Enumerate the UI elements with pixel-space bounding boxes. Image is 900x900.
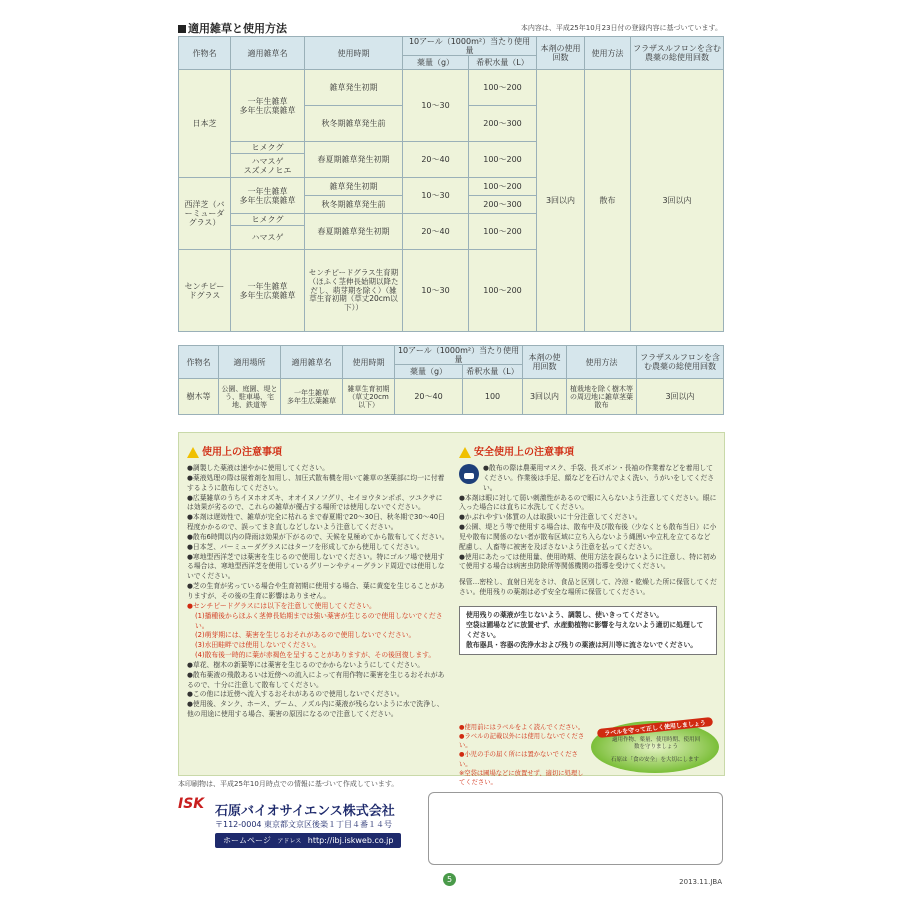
label-compliance-badge: ラベルを守って正しく使用しましょう 適用作物、薬量、使用時期、使用回数を守りましょう 石原は「食の安全」を大切にします	[591, 721, 719, 773]
mask-icon	[459, 464, 479, 484]
cell-dose: 20～40	[403, 214, 469, 250]
cell-weed: ヒメクグ	[231, 142, 305, 154]
caution-item: ●薬液処理の際は展着剤を加用し、加圧式散布機を用いて雑草の茎葉部に均一に付着するように散布してください。	[187, 473, 445, 492]
cell-method: 植栽地を除く樹木等の周辺地に雑草茎葉散布	[567, 379, 637, 415]
safety-item: ●使用にあたっては使用量、使用時期、使用方法を誤らないように注意し、特に初めて使用する場合は病害虫防除所等関係機関の指導を受けてください。	[459, 552, 717, 571]
caution-item: ●散布薬液の飛散あるいは近傍への流入によって有用作物に薬害を生じるおそれがあるので、十分に注意して散布してください。	[187, 670, 445, 689]
cell-dose: 10～30	[403, 250, 469, 332]
safety-item: ●公園、堤とう等で使用する場合は、散布中及び散布後（少なくとも散布当日）に小児や散布に関係のない者が散布区域に立ち入らないよう縄囲いや立札を立てるなど配慮し、人畜等に被害を及ぼさないよう注意を払ってください。	[459, 523, 717, 551]
cautions-list	[187, 464, 449, 720]
cell-total: 3回以内	[637, 379, 724, 415]
safety-list	[459, 464, 717, 598]
application-table-trees	[178, 345, 724, 415]
cell-water: 100～200	[469, 250, 537, 332]
cell-weed: 一年生雑草 多年生広葉雑草	[231, 178, 305, 214]
safety-item-mask: ●散布の際は農薬用マスク、手袋、長ズボン・長袖の作業着などを着用してください。作業後は手足、顔などを石けんでよく洗い、うがいをしてください。	[459, 464, 717, 494]
dealer-stamp-box	[428, 792, 723, 865]
th-crop: 作物名	[179, 37, 231, 70]
cell-timing: 雑草発生初期	[305, 178, 403, 196]
cell-water: 200～300	[469, 106, 537, 142]
th-usage: 10アール（1000m²）当たり使用量	[403, 37, 537, 56]
th-total: フラザスルフロンを含む農薬の総使用回数	[631, 37, 724, 70]
th-weed: 適用雑草名	[281, 346, 343, 379]
caution-item-red: (2)萌芽期には、薬害を生じるおそれがあるので使用しないでください。	[195, 631, 416, 640]
cell-total: 3回以内	[631, 70, 724, 332]
cell-water: 100	[463, 379, 523, 415]
caution-item-red: (4)散布後一時的に葉が赤褐色を呈することがありますが、その後回復します。	[195, 651, 436, 660]
cell-timing: 雑草発生初期	[305, 70, 403, 106]
page-number: 5	[443, 873, 456, 886]
cell-dose: 10～30	[403, 70, 469, 142]
cell-dose: 20～40	[403, 142, 469, 178]
safety-item: ●かぶれやすい体質の人は取扱いに十分注意してください。	[459, 513, 642, 522]
th-timing: 使用時期	[305, 37, 403, 70]
th-method: 使用方法	[585, 37, 631, 70]
cell-water: 100～200	[469, 70, 537, 106]
cell-water: 100～200	[469, 178, 537, 196]
caution-item: ●この他には近傍へ流入するおそれがあるので使用しないでください。	[187, 690, 404, 699]
cell-water: 200～300	[469, 196, 537, 214]
th-crop: 作物名	[179, 346, 219, 379]
caution-item: ●日本芝、バーミューダグラスにはターフを形成してから使用してください。	[187, 542, 424, 551]
caution-item: ●広葉雑草のうちイヌホオズキ、オオイヌノフグリ、セイヨウタンポポ、ツユクサには効果が劣るので、これらの雑草が優占する場所では使用しないでください。	[187, 493, 443, 512]
cell-timing: 春夏期雑草発生初期	[305, 214, 403, 250]
warning-icon	[187, 447, 199, 458]
cell-water: 100～200	[469, 214, 537, 250]
application-table-turf	[178, 36, 724, 332]
cell-dose: 20～40	[395, 379, 463, 415]
safety-title: 安全使用上の注意事項	[474, 447, 574, 458]
cell-crop-seiyoshiba: 西洋芝（バーミューダグラス）	[179, 178, 231, 250]
document-code: 2013.11.JBA	[679, 878, 722, 886]
caution-item: ●寒地型西洋芝では薬害を生じるので使用しないでください。特にゴルフ場で使用する場合は、寒地型西洋芝を使用しているグリーンやティーグランド周辺では使用しないでください。	[187, 552, 445, 581]
caution-item: ●草花、樹木の新葉等には薬害を生じるのでかからないようにしてください。	[187, 660, 425, 669]
cell-crop: 樹木等	[179, 379, 219, 415]
th-count: 本剤の使用回数	[537, 37, 585, 70]
cell-method: 散布	[585, 70, 631, 332]
cell-weed: ハマスゲ スズメノヒエ	[231, 154, 305, 178]
cautions-title: 使用上の注意事項	[202, 447, 282, 458]
cell-count: 3回以内	[537, 70, 585, 332]
caution-item: ●散布6時間以内の降雨は効果が下がるので、天候を見極めてから散布してください。	[187, 532, 449, 541]
company-name: 石原バイオサイエンス株式会社	[215, 804, 395, 819]
storage-note: 保管…密栓し、直射日光をさけ、食品と区別して、冷涼・乾燥した所に保管してください。使用残りの薬剤は必ず安全な場所に保管してください。	[459, 578, 717, 597]
cell-timing: センチピードグラス生育期（ほふく茎伸長始期以降ただし、萌芽期を除く）（雑草生育初期（草丈20cm以下））	[305, 250, 403, 332]
cell-crop-nihonshiba: 日本芝	[179, 70, 231, 178]
th-weed: 適用雑草名	[231, 37, 305, 70]
th-dose: 薬量（g）	[395, 365, 463, 379]
disposal-box: 使用残りの薬液が生じないよう、調製し、使いきってください。 空袋は圃場などに放置せず、水産動植物に影響を与えないよう適切に処理してください。 散布器具・容器の洗浄水および残りの薬液は河川等に流さないでください。	[459, 606, 717, 655]
th-usage: 10アール（1000m²）当たり使用量	[395, 346, 523, 365]
cell-weed: 一年生雑草 多年生広葉雑草	[281, 379, 343, 415]
cell-weed: ハマスゲ	[231, 226, 305, 250]
cell-timing: 秋冬期雑草発生前	[305, 196, 403, 214]
th-dose: 薬量（g）	[403, 56, 469, 70]
caution-item: ●芝の生育が劣っている場合や生育初期に使用する場合、葉に黄変を生じることがありますが、その後の生育に影響はありません。	[187, 582, 445, 600]
th-place: 適用場所	[219, 346, 281, 379]
th-method: 使用方法	[567, 346, 637, 379]
th-total: フラザスルフロンを含む農薬の総使用回数	[637, 346, 724, 379]
th-timing: 使用時期	[343, 346, 395, 379]
th-water: 希釈水量（L）	[469, 56, 537, 70]
cell-water: 100～200	[469, 142, 537, 178]
homepage-link[interactable]: ホームページ アドレス http://ibj.iskweb.co.jp	[215, 833, 401, 848]
caution-item: ●本剤は遅効性で、雑草が完全に枯れるまで春夏期で20～30日、秋冬期で30～40日程度かかるので、誤ってまき直しなどしないよう注意してください。	[187, 513, 445, 532]
cell-timing: 春夏期雑草発生初期	[305, 142, 403, 178]
safety-heading	[459, 443, 717, 458]
safety-column	[459, 443, 717, 655]
th-count: 本剤の使用回数	[523, 346, 567, 379]
cell-crop-centipede: センチピードグラス	[179, 250, 231, 332]
safety-item: ●本剤は眼に対して弱い刺激性があるので眼に入らないよう注意してください。眼に入った場合には直ちに水洗してください。	[459, 493, 717, 512]
warning-icon	[459, 447, 471, 458]
footer-note: 本印刷物は、平成25年10月時点での情報に基づいて作成しています。	[178, 780, 399, 788]
cell-place: 公園、庭園、堤とう、駐車場、宅地、鉄道等	[219, 379, 281, 415]
caution-item: ●調製した薬液は速やかに使用してください。	[187, 464, 329, 472]
cell-weed: ヒメクグ	[231, 214, 305, 226]
square-bullet-icon	[178, 25, 186, 33]
isk-logo: ISK	[178, 796, 205, 812]
label-notes: ●使用前にはラベルをよく読んでください。 ●ラベルの記載以外には使用しないでください。 ●小児の手の届く所には置かないでください。 ※空袋は圃場などに放置せず、適切に処理してください。	[459, 724, 585, 786]
cautions-column	[187, 443, 449, 720]
caution-item-red: ●センチピードグラスには以下を注意して使用してください。	[187, 601, 376, 610]
cell-weed: 一年生雑草 多年生広葉雑草	[231, 70, 305, 142]
registration-note: 本内容は、平成25年10月23日付の登録内容に基づいています。	[520, 24, 722, 32]
th-water: 希釈水量（L）	[463, 365, 523, 379]
caution-item-red: (1)播種後からほふく茎伸長始期までは強い薬害が生じるので使用しないでください。	[195, 611, 443, 630]
section-title-text: 適用雑草と使用方法	[188, 22, 287, 35]
cautions-heading	[187, 443, 449, 458]
caution-item-red: (3)水田畦畔では使用しないでください。	[195, 641, 321, 650]
cell-timing: 雑草生育初期（草丈20cm以下）	[343, 379, 395, 415]
cell-timing: 秋冬期雑草発生前	[305, 106, 403, 142]
caution-item: ●使用後、タンク、ホース、ブーム、ノズル内に薬液が残らないように水で洗浄し、他の用途に使用する場合、薬害の原因になるので注意してください。	[187, 700, 444, 719]
cell-dose: 10～30	[403, 178, 469, 214]
cell-weed: 一年生雑草 多年生広葉雑草	[231, 250, 305, 332]
company-address: 〒112-0004 東京都文京区後楽１丁目４番１４号	[215, 820, 393, 829]
cell-count: 3回以内	[523, 379, 567, 415]
section-title	[178, 20, 287, 36]
